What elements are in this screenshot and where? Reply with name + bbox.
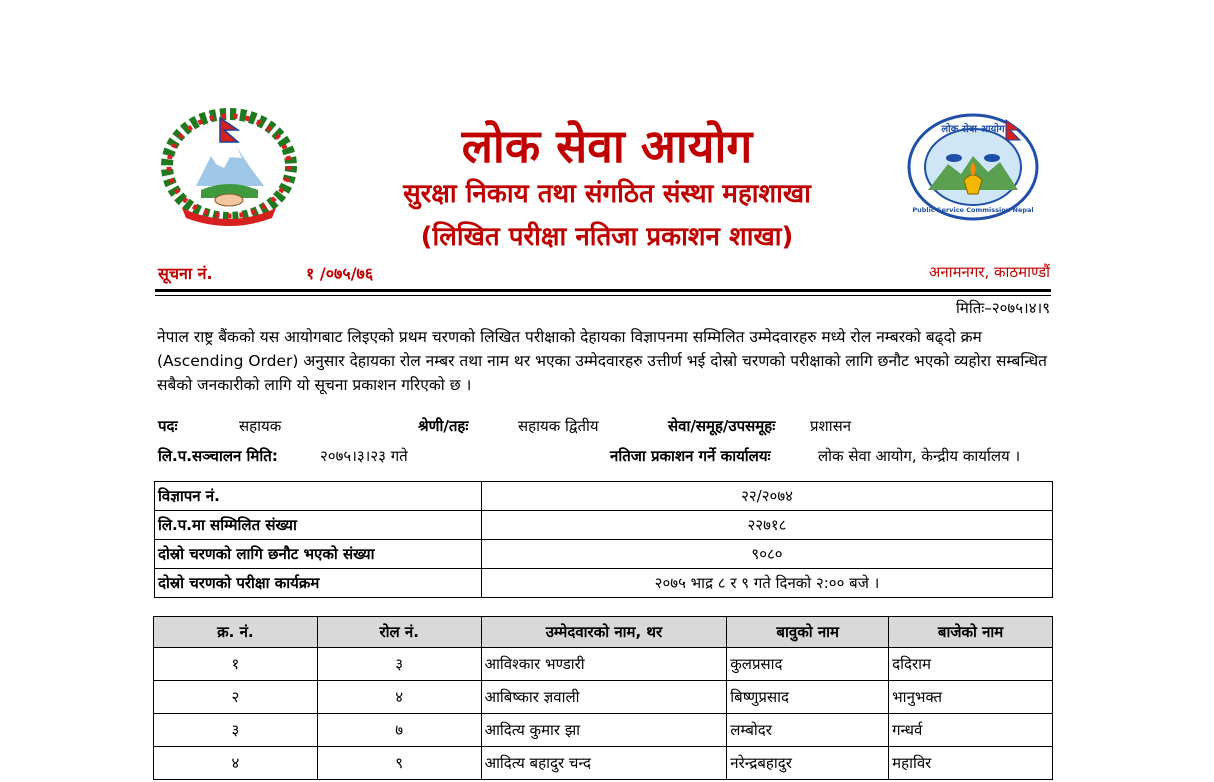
post-value: सहायक	[239, 417, 282, 435]
level-value: सहायक द्वितीय	[518, 417, 599, 435]
office-address: अनामनगर, काठमाण्डौं	[928, 263, 1050, 281]
header-divider	[155, 289, 1051, 292]
name-cell: आदित्य कुमार झा	[481, 714, 727, 747]
grandfather-cell: गन्धर्व	[889, 714, 1053, 747]
father-cell: लम्बोदर	[727, 714, 889, 747]
exam-date-value: २०७५।३।२३ गते	[320, 447, 408, 465]
grandfather-cell: महाविर	[889, 747, 1053, 780]
column-header-roll: रोल नं.	[317, 617, 481, 648]
post-label: पदः	[158, 417, 178, 435]
serial-cell: १	[154, 648, 318, 681]
grandfather-cell: भानुभक्त	[889, 681, 1053, 714]
section-title: (लिखित परीक्षा नतिजा प्रकाशन शाखा)	[420, 222, 794, 252]
roll-cell: ३	[317, 648, 481, 681]
table-row	[154, 648, 1053, 681]
table-row	[154, 747, 1053, 780]
service-value: प्रशासन	[810, 417, 852, 435]
summary-row	[155, 569, 1053, 598]
summary-value: ९०८०	[482, 540, 1053, 569]
level-label: श्रेणी/तहः	[418, 417, 469, 435]
serial-cell: ४	[154, 747, 318, 780]
results-table	[153, 616, 1053, 780]
column-header-grandfather: बाजेको नाम	[889, 617, 1053, 648]
page-title: लोक सेवा आयोग	[461, 119, 753, 173]
column-header-name: उम्मेदवारको नाम, थर	[481, 617, 727, 648]
column-header-father: बावुको नाम	[727, 617, 889, 648]
summary-value: २०७५ भाद्र ८ र ९ गते दिनको २:०० बजे ।	[482, 569, 1053, 598]
summary-row	[155, 511, 1053, 540]
father-cell: कुलप्रसाद	[727, 648, 889, 681]
grandfather-cell: ददिराम	[889, 648, 1053, 681]
notice-date: मितिः–२०७५।४।९	[956, 299, 1050, 317]
roll-cell: ७	[317, 714, 481, 747]
table-row	[154, 681, 1053, 714]
father-cell: नरेन्द्रबहादुर	[727, 747, 889, 780]
serial-cell: २	[154, 681, 318, 714]
summary-label: लि.प.मा सम्मिलित संख्या	[155, 511, 482, 540]
summary-value: २२७१८	[482, 511, 1053, 540]
header-divider-thin	[155, 295, 1051, 296]
summary-value: २२/२०७४	[482, 482, 1053, 511]
seal-outer-text: Public Service Commission Nepal	[912, 206, 1034, 214]
exam-date-label: लि.प.सञ्चालन मिति:	[158, 447, 278, 465]
summary-label: दोस्रो चरणको लागि छनौट भएको संख्या	[155, 540, 482, 569]
notice-number-label: सूचना नं.	[158, 264, 213, 283]
summary-label: दोस्रो चरणको परीक्षा कार्यक्रम	[155, 569, 482, 598]
page-subtitle: सुरक्षा निकाय तथा संगठित संस्था महाशाखा	[403, 179, 811, 209]
summary-row	[155, 540, 1053, 569]
name-cell: आविश्कार भण्डारी	[481, 648, 727, 681]
table-row	[154, 714, 1053, 747]
roll-cell: ४	[317, 681, 481, 714]
service-label: सेवा/समूह/उपसमूहः	[668, 417, 776, 435]
notice-number: १ /०७५/७६	[306, 264, 374, 283]
column-header-serial: क्र. नं.	[154, 617, 318, 648]
summary-row	[155, 482, 1053, 511]
intro-paragraph: नेपाल राष्ट्र बैंकको यस आयोगबाट लिइएको प्रथम चरणको लिखित परीक्षाको देहायका विज्ञापनमा सम्मिलित उम्मेदवारहरु मध्ये रोल नम्बरको बढ्दो क्रम (Ascending Order) अनुसार देहायका रोल नम्बर तथा नाम थर भएका उम्मेदवारहरु उत्तीर्ण भई दोस्रो चरणको परीक्षाको लागि छनौट भएको व्यहोरा सम्बन्धित सबैको जनकारीको लागि यो सूचना प्रकाशन गरिएको छ ।	[157, 328, 1047, 394]
result-office-value: लोक सेवा आयोग, केन्द्रीय कार्यालय ।	[818, 447, 1021, 465]
father-cell: बिष्णुप्रसाद	[727, 681, 889, 714]
summary-label: विज्ञापन नं.	[155, 482, 482, 511]
results-header-row	[154, 617, 1053, 648]
seal-text: लोक सेवा आयोग	[941, 124, 1005, 135]
summary-table	[154, 481, 1053, 598]
name-cell: आबिष्कार ज्ञवाली	[481, 681, 727, 714]
name-cell: आदित्य बहादुर चन्द	[481, 747, 727, 780]
serial-cell: ३	[154, 714, 318, 747]
result-office-label: नतिजा प्रकाशन गर्ने कार्यालयः	[610, 447, 771, 465]
roll-cell: ९	[317, 747, 481, 780]
